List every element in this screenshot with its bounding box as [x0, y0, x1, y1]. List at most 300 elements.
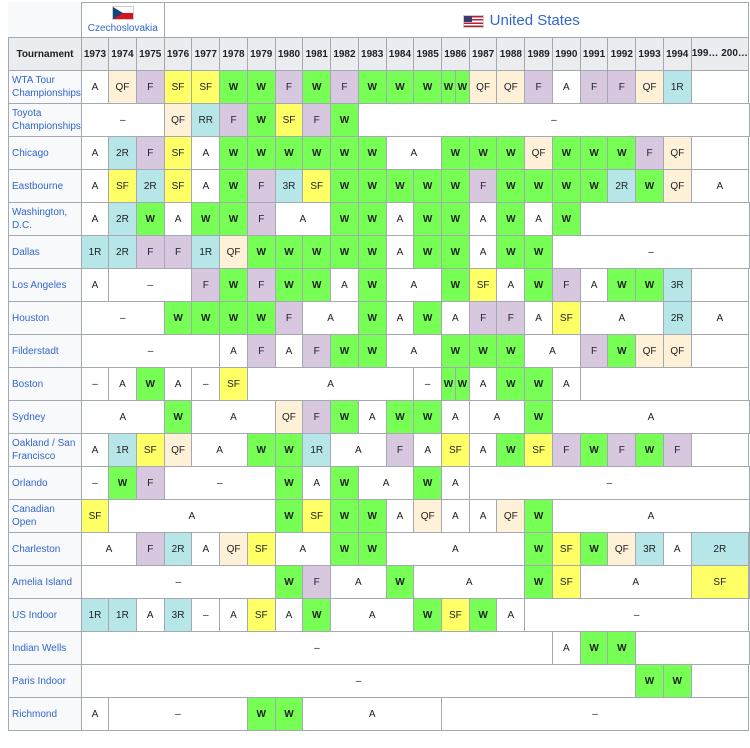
result-cell: W: [358, 203, 386, 236]
result-cell: F: [303, 566, 331, 599]
year-header-1985[interactable]: 1985: [414, 38, 442, 71]
result-cell: F: [386, 434, 414, 467]
result-cell: W: [358, 269, 386, 302]
result-cell: W: [580, 434, 608, 467]
tournament-cell: [9, 434, 82, 467]
result-cell: W: [525, 368, 553, 401]
result-cell: F: [663, 434, 691, 467]
result-cell: F: [164, 236, 192, 269]
result-cell: W: [192, 302, 220, 335]
result-cell: A: [275, 533, 330, 566]
result-cell: W: [525, 236, 553, 269]
result-cell: W: [608, 632, 636, 665]
year-header-1983[interactable]: 1983: [358, 38, 386, 71]
result-value: W: [442, 368, 456, 400]
result-cell: F: [247, 269, 275, 302]
result-cell: A: [442, 401, 470, 434]
table-row-us-indoor: [9, 599, 750, 632]
result-cell: W: [636, 434, 664, 467]
result-cell: A: [81, 137, 108, 170]
result-cell: W: [580, 632, 608, 665]
result-cell: W: [386, 401, 414, 434]
result-cell: W: [442, 335, 470, 368]
result-cell: W: [525, 401, 553, 434]
result-cell: A: [552, 71, 580, 104]
tournament-cell: [9, 236, 82, 269]
result-cell: [691, 269, 748, 302]
result-cell: F: [303, 104, 331, 137]
result-cell: F: [136, 236, 164, 269]
year-header-1975[interactable]: 1975: [136, 38, 164, 71]
table-row-boston: [9, 368, 750, 401]
tournament-cell: [9, 368, 82, 401]
tournament-cell: [9, 500, 82, 533]
tournament-cell: [9, 401, 82, 434]
result-cell: –: [552, 236, 749, 269]
result-cell: A: [331, 599, 414, 632]
result-cell: W: [580, 533, 608, 566]
result-cell: –: [109, 698, 248, 731]
result-cell: SF: [164, 71, 192, 104]
result-cell: 2R: [164, 533, 192, 566]
result-cell: A: [525, 302, 553, 335]
table-row-eastbourne: [9, 170, 750, 203]
result-cell: W: [497, 335, 525, 368]
result-cell: F: [136, 467, 164, 500]
year-header-1977[interactable]: 1977: [192, 38, 220, 71]
result-cell: A: [81, 434, 108, 467]
result-cell: A: [469, 401, 524, 434]
result-cell: A: [81, 71, 108, 104]
result-cell: A: [81, 401, 164, 434]
result-cell: W: [247, 71, 275, 104]
result-cell: W: [358, 302, 386, 335]
result-cell: –: [469, 467, 749, 500]
result-cell: [691, 434, 748, 467]
result-cell: W: [636, 170, 664, 203]
tournament-link[interactable]: Washington, D.C.: [12, 207, 68, 231]
result-cell: W: [136, 203, 164, 236]
result-cell: W: [331, 170, 359, 203]
result-cell: W: [247, 137, 275, 170]
result-cell: SF: [164, 170, 192, 203]
result-cell: W: [469, 137, 497, 170]
result-cell: W: [331, 137, 359, 170]
tournament-link[interactable]: Boston: [12, 378, 44, 390]
result-value: W: [456, 71, 469, 103]
result-cell: A: [469, 500, 497, 533]
result-cell: W: [442, 236, 470, 269]
table-row-houston: [9, 302, 750, 335]
tournament-link[interactable]: US Indoor: [12, 609, 58, 621]
table-row-filderstadt: [9, 335, 750, 368]
result-cell: A: [497, 599, 525, 632]
result-cell: SF: [109, 170, 137, 203]
result-cell: A: [220, 335, 248, 368]
year-header-1984[interactable]: 1984: [386, 38, 414, 71]
tournament-cell: [9, 269, 82, 302]
tournament-column-header: Tournament: [9, 38, 82, 71]
year-header-1986[interactable]: 1986: [442, 38, 470, 71]
tournament-link[interactable]: Eastbourne: [12, 180, 64, 192]
result-cell: W: [275, 137, 303, 170]
tournament-link[interactable]: Indian Wells: [12, 642, 67, 654]
result-cell: A: [303, 698, 442, 731]
result-cell: W: [109, 467, 137, 500]
year-header-1976[interactable]: 1976: [164, 38, 192, 71]
result-cell: F: [497, 302, 525, 335]
result-cell: A: [164, 203, 192, 236]
result-cell: W: [331, 236, 359, 269]
tournament-cell: [9, 566, 82, 599]
result-cell: W: [220, 170, 248, 203]
result-cell: –: [109, 269, 192, 302]
result-cell: W: [580, 137, 608, 170]
result-cell: F: [220, 104, 248, 137]
result-cell: W: [663, 665, 691, 698]
result-cell: W: [303, 236, 331, 269]
performance-timeline-table: [8, 2, 750, 731]
result-cell: A: [247, 368, 413, 401]
years-header-row: [9, 38, 750, 71]
result-cell-split: [442, 71, 470, 104]
result-cell: W: [414, 599, 442, 632]
result-cell: A: [331, 269, 359, 302]
result-cell: W: [497, 203, 525, 236]
result-cell: W: [358, 137, 386, 170]
result-cell: [580, 368, 748, 401]
result-cell: W: [303, 599, 331, 632]
result-cell: SF: [552, 533, 580, 566]
result-value: W: [442, 71, 456, 103]
tournament-link[interactable]: Chicago: [12, 147, 49, 159]
result-cell: SF: [552, 302, 580, 335]
year-header-1981[interactable]: 1981: [303, 38, 331, 71]
table-row-paris-indoor: [9, 665, 750, 698]
result-cell: W: [247, 236, 275, 269]
result-cell: W: [220, 71, 248, 104]
result-cell: W: [275, 566, 303, 599]
result-cell: W: [525, 170, 553, 203]
results-table-body: [9, 71, 750, 731]
result-cell: A: [358, 401, 386, 434]
result-cell: F: [136, 137, 164, 170]
result-cell: [636, 632, 750, 665]
result-cell: A: [663, 533, 691, 566]
year-header-1978[interactable]: 1978: [220, 38, 248, 71]
result-cell: 1R: [663, 71, 691, 104]
result-cell: W: [608, 269, 636, 302]
result-cell: –: [81, 665, 635, 698]
result-cell: SF: [136, 434, 164, 467]
table-row-orlando: [9, 467, 750, 500]
result-cell: QF: [220, 236, 248, 269]
result-cell: SF: [442, 434, 470, 467]
result-cell: W: [636, 269, 664, 302]
result-cell: –: [81, 368, 108, 401]
result-cell: A: [552, 632, 580, 665]
tournament-link[interactable]: Los Angeles: [12, 279, 67, 291]
result-cell: W: [414, 302, 442, 335]
result-cell: QF: [164, 434, 192, 467]
result-cell: [691, 665, 748, 698]
result-cell: W: [275, 269, 303, 302]
result-cell: –: [414, 368, 442, 401]
result-cell: A: [81, 170, 108, 203]
result-cell: A: [414, 434, 442, 467]
tournament-cell: [9, 71, 82, 104]
year-header-partial: 199… 200…: [691, 38, 748, 71]
result-cell-split: [442, 368, 470, 401]
result-cell: 2R: [109, 137, 137, 170]
result-cell: QF: [636, 71, 664, 104]
result-cell: A: [691, 302, 748, 335]
table-row-washington-d-c: [9, 203, 750, 236]
result-cell: F: [247, 203, 275, 236]
table-row-los-angeles: [9, 269, 750, 302]
tournament-link[interactable]: Amelia Island: [12, 576, 73, 588]
result-cell: W: [414, 467, 442, 500]
result-cell: A: [109, 500, 276, 533]
result-cell: W: [414, 170, 442, 203]
result-cell: F: [331, 71, 359, 104]
result-cell: SF: [164, 137, 192, 170]
result-cell: W: [386, 566, 414, 599]
result-cell: 1R: [192, 236, 220, 269]
result-cell: W: [414, 203, 442, 236]
result-cell: QF: [663, 170, 691, 203]
tournament-cell: [9, 698, 82, 731]
result-value: W: [456, 368, 469, 400]
result-cell: W: [358, 335, 386, 368]
result-cell: F: [580, 71, 608, 104]
result-cell: W: [386, 71, 414, 104]
result-cell: QF: [608, 533, 636, 566]
result-cell: A: [331, 434, 386, 467]
tournament-link[interactable]: WTA Tour Championships: [12, 75, 81, 99]
year-header-1994[interactable]: 1994: [663, 38, 691, 71]
table-row-sydney: [9, 401, 750, 434]
year-header-1988[interactable]: 1988: [497, 38, 525, 71]
result-cell: W: [636, 665, 664, 698]
result-cell: W: [358, 170, 386, 203]
tournament-cell: [9, 467, 82, 500]
result-cell: A: [442, 302, 470, 335]
year-header-1989[interactable]: 1989: [525, 38, 553, 71]
year-header-1990[interactable]: 1990: [552, 38, 580, 71]
result-cell: [749, 566, 750, 599]
result-cell: W: [608, 335, 636, 368]
result-cell: 3R: [663, 269, 691, 302]
tournament-cell: [9, 533, 82, 566]
country-name-czechoslovakia[interactable]: Czechoslovakia: [87, 23, 158, 34]
result-cell: A: [358, 467, 413, 500]
result-cell: W: [497, 137, 525, 170]
result-cell: F: [608, 71, 636, 104]
result-cell: W: [303, 269, 331, 302]
result-cell: W: [331, 335, 359, 368]
year-header-1992[interactable]: 1992: [608, 38, 636, 71]
result-cell: QF: [414, 500, 442, 533]
result-cell: A: [525, 335, 580, 368]
result-cell: W: [552, 137, 580, 170]
result-cell: –: [164, 467, 275, 500]
result-cell: QF: [497, 500, 525, 533]
tournament-link[interactable]: Orlando: [12, 477, 48, 489]
result-cell: A: [386, 269, 441, 302]
header-corner: [9, 3, 82, 38]
result-cell: W: [220, 203, 248, 236]
tournament-cell: [9, 203, 82, 236]
result-cell: W: [497, 236, 525, 269]
year-header-1993[interactable]: 1993: [636, 38, 664, 71]
result-cell: F: [275, 71, 303, 104]
result-cell: A: [303, 467, 331, 500]
result-cell: 3R: [164, 599, 192, 632]
result-cell: 3R: [636, 533, 664, 566]
tournament-link[interactable]: Houston: [12, 312, 50, 324]
result-cell: W: [275, 236, 303, 269]
result-cell: W: [525, 269, 553, 302]
year-header-1987[interactable]: 1987: [469, 38, 497, 71]
result-cell: F: [136, 71, 164, 104]
result-cell: W: [136, 368, 164, 401]
result-cell: QF: [636, 335, 664, 368]
result-cell: W: [331, 203, 359, 236]
tournament-link[interactable]: Richmond: [12, 708, 58, 720]
result-cell: W: [164, 401, 192, 434]
year-header-1982[interactable]: 1982: [331, 38, 359, 71]
result-cell: W: [358, 71, 386, 104]
tournament-link[interactable]: Dallas: [12, 246, 40, 258]
tournament-cell: [9, 302, 82, 335]
result-cell: QF: [275, 401, 303, 434]
result-cell: A: [109, 368, 137, 401]
result-cell: A: [81, 269, 108, 302]
result-cell: A: [442, 467, 470, 500]
result-cell: QF: [164, 104, 192, 137]
result-cell: A: [469, 368, 497, 401]
result-cell: W: [275, 434, 303, 467]
table-row-canadian-open: [9, 500, 750, 533]
result-cell: A: [414, 566, 525, 599]
result-cell: 1R: [109, 599, 137, 632]
result-cell: SF: [192, 71, 220, 104]
result-cell: W: [247, 698, 275, 731]
result-cell: 2R: [109, 236, 137, 269]
result-cell: A: [331, 566, 386, 599]
result-cell: –: [81, 632, 552, 665]
result-cell: F: [303, 401, 331, 434]
result-cell: A: [386, 335, 441, 368]
result-cell: A: [386, 137, 441, 170]
result-cell: 1R: [81, 236, 108, 269]
year-header-1980[interactable]: 1980: [275, 38, 303, 71]
year-header-1973[interactable]: 1973: [81, 38, 108, 71]
result-cell: QF: [497, 71, 525, 104]
tournament-link[interactable]: Filderstadt: [12, 345, 59, 357]
result-cell: QF: [663, 137, 691, 170]
result-cell: W: [442, 203, 470, 236]
tournament-link[interactable]: Charleston: [12, 543, 61, 555]
result-cell: 1R: [109, 434, 137, 467]
result-cell: A: [192, 533, 220, 566]
table-row-amelia-island: [9, 566, 750, 599]
result-cell: 1R: [303, 434, 331, 467]
table-row-indian-wells: [9, 632, 750, 665]
year-header-1979[interactable]: 1979: [247, 38, 275, 71]
result-cell: W: [247, 104, 275, 137]
year-header-1991[interactable]: 1991: [580, 38, 608, 71]
result-cell: A: [469, 236, 497, 269]
table-row-wta-tour-championships: [9, 71, 750, 104]
result-cell: SF: [691, 566, 748, 599]
result-cell: W: [275, 500, 303, 533]
result-cell: W: [331, 500, 359, 533]
result-cell: W: [192, 203, 220, 236]
united-states-flag-icon: [463, 15, 484, 28]
result-cell: F: [192, 269, 220, 302]
tournament-cell: [9, 137, 82, 170]
result-cell: A: [552, 368, 580, 401]
result-cell: [580, 203, 749, 236]
table-row-chicago: [9, 137, 750, 170]
result-cell: W: [164, 302, 192, 335]
result-cell: SF: [275, 104, 303, 137]
result-cell: SF: [442, 599, 470, 632]
result-cell: F: [247, 335, 275, 368]
result-cell: F: [552, 434, 580, 467]
result-cell: A: [164, 368, 192, 401]
tournament-link[interactable]: Canadian Open: [12, 504, 55, 528]
result-cell: A: [552, 500, 749, 533]
result-cell: A: [442, 500, 470, 533]
performance-timeline-table-wrapper: [8, 2, 750, 731]
tournament-link[interactable]: Toyota Championships: [12, 108, 81, 132]
tournament-link[interactable]: Oakland / San Francisco: [12, 438, 76, 462]
country-header-czechoslovakia: [81, 3, 164, 38]
result-cell: W: [220, 137, 248, 170]
result-cell: A: [552, 401, 749, 434]
result-cell: A: [192, 434, 247, 467]
result-cell: 3R: [275, 170, 303, 203]
result-cell: W: [386, 170, 414, 203]
result-cell: A: [81, 698, 108, 731]
result-cell: W: [525, 566, 553, 599]
result-cell: F: [303, 335, 331, 368]
tournament-link[interactable]: Sydney: [12, 411, 46, 423]
result-cell: W: [331, 401, 359, 434]
result-cell: A: [81, 203, 108, 236]
result-cell: A: [220, 599, 248, 632]
result-cell: F: [525, 71, 553, 104]
result-cell: QF: [220, 533, 248, 566]
result-cell: A: [386, 533, 525, 566]
tournament-cell: [9, 335, 82, 368]
year-header-1974[interactable]: 1974: [109, 38, 137, 71]
tournament-link[interactable]: Paris Indoor: [12, 675, 66, 687]
result-cell: [691, 137, 748, 170]
result-cell: SF: [220, 368, 248, 401]
tournament-cell: [9, 599, 82, 632]
result-cell: A: [580, 302, 663, 335]
result-cell: A: [497, 269, 525, 302]
result-cell: –: [81, 104, 164, 137]
result-cell: F: [636, 137, 664, 170]
result-cell: A: [275, 599, 303, 632]
result-cell: SF: [303, 500, 331, 533]
country-name-united-states[interactable]: United States: [489, 11, 580, 29]
